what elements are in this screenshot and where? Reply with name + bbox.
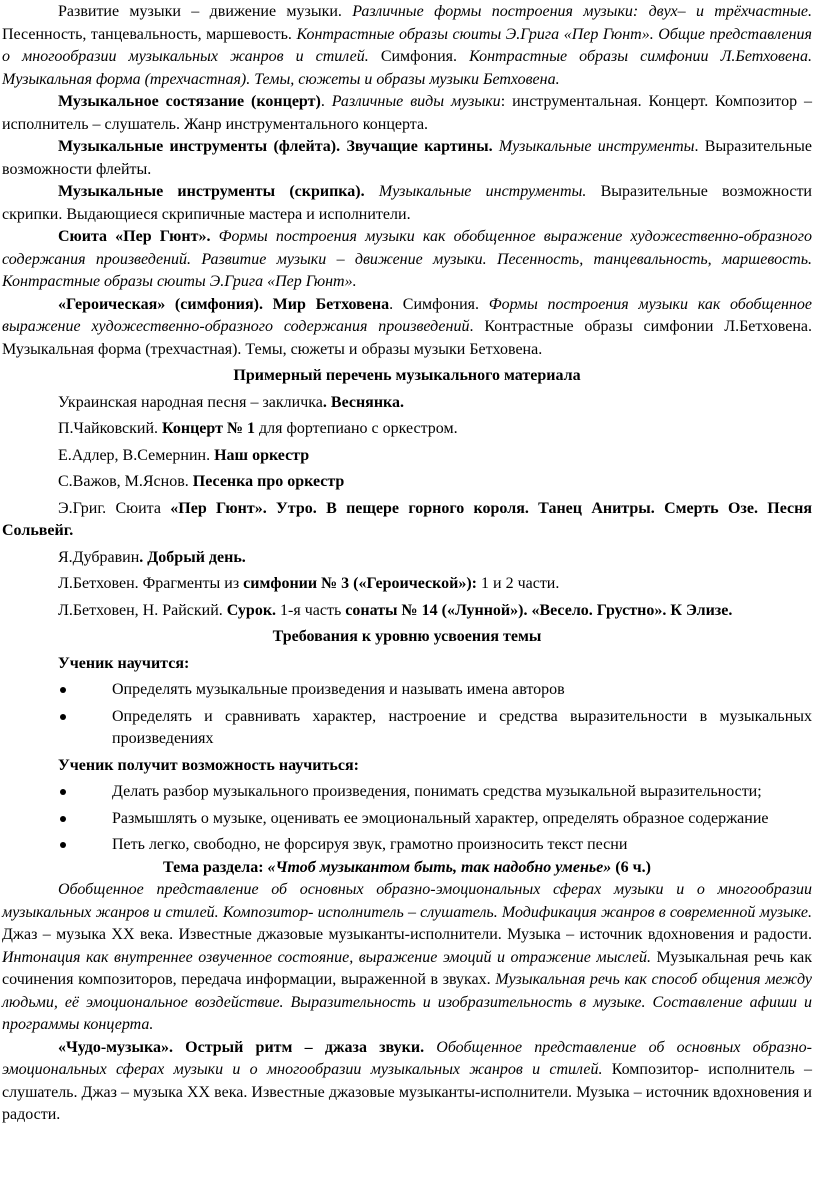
document-body (2, 1, 812, 1127)
bullet-item: Петь легко, свободно, не форсируя звук, грамотно произносить текст песни (2, 834, 812, 857)
music-item: П.Чайковский. Концерт № 1 для фортепиано с оркестром. (58, 420, 458, 437)
bullet-icon (2, 834, 112, 857)
bullet-item: Размышлять о музыке, оценивать ее эмоциональный характер, определять образное содержание (2, 808, 812, 831)
music-item: Э.Григ. Сюита «Пер Гюнт». Утро. В пещере горного короля. Танец Анитры. Смерть Озе. Песня Сольвейг. (2, 499, 812, 539)
bullet-item: Определять и сравнивать характер, настроение и средства выразительности в музыкальных произведениях (2, 706, 812, 751)
music-item: Я.Дубравин. Добрый день. (58, 548, 246, 566)
paragraph-music-development: Развитие музыки – движение музыки. Различные формы построения музыки: двух– и трёхчастные. Песенность, танцевальность, маршевость. Контрастные образы сюиты Э.Грига «Пер Гюнт». Общие представления о многообразии музыкальных жанров и стилей. Симфония. Контрастные образы симфонии Л.Бетховена. Музыкальная форма (трехчастная). Темы, сюжеты и образы музыки Бетховена. (2, 3, 812, 88)
bullet-item: Делать разбор музыкального произведения, понимать средства музыкальной выразительности; (2, 781, 812, 804)
bullet-item: Определять музыкальные произведения и называть имена авторов (2, 679, 812, 702)
heading-music-list: Примерный перечень музыкального материала (233, 367, 581, 384)
paragraph-flute: Музыкальные инструменты (флейта). Звучащие картины. Музыкальные инструменты. Выразительные возможности флейты. (2, 138, 812, 178)
music-item: Л.Бетховен, Н. Райский. Сурок. 1-я часть сонаты № 14 («Лунной»). «Весело. Грустно». К Элизе. (58, 601, 733, 619)
paragraph-section-overview: Обобщенное представление об основных образно-эмоциональных сферах музыки и о многообразии музыкальных жанров и стилей. Композитор- исполнитель – слушатель. Модификация жанров в современной музыке. Джаз – музыка XX века. Известные джазовые музыканты-исполнители. Музыка – источник вдохновения и радости. Интонация как внутреннее озвученное состояние, выражение эмоций и отражение мыслей. Музыкальная речь как сочинения композиторов, передача информации, выраженной в звуках. Музыкальная речь как способ общения между людьми, её эмоциональное воздействие. Выразительность и изобразительность в музыке. Составление афиши и программы концерта. (2, 881, 812, 1033)
section-title: Тема раздела: «Чтоб музыкантом быть, так надобно уменье» (6 ч.) (163, 858, 651, 876)
music-item: С.Важов, М.Яснов. Песенка про оркестр (58, 473, 345, 490)
bullet-icon (2, 781, 112, 804)
bullet-icon (2, 808, 112, 831)
paragraph-peer-gynt: Сюита «Пер Гюнт». Формы построения музыки как обобщенное выражение художественно-образного содержания произведений. Развитие музыки – движение музыки. Песенность, танцевальность, маршевость. Контрастные образы сюиты Э.Грига «Пер Гюнт». (2, 228, 813, 290)
paragraph-violin: Музыкальные инструменты (скрипка). Музыкальные инструменты. Выразительные возможности скрипки. Выдающиеся скрипичные мастера и исполнители. (2, 183, 812, 223)
paragraph-heroic-symphony: «Героическая» (симфония). Мир Бетховена. Симфония. Формы построения музыки как обобщенное выражение художественно-образного содержания произведений. Контрастные образы симфонии Л.Бетховена. Музыкальная форма (трехчастная). Темы, сюжеты и образы музыки Бетховена. (2, 295, 813, 358)
paragraph-concert: Музыкальное состязание (концерт). Различные виды музыки: инструментальная. Концерт. Композитор – исполнитель – слушатель. Жанр инструментального концерта. (2, 93, 813, 133)
bullet-icon (2, 679, 112, 702)
heading-requirements: Требования к уровню усвоения темы (272, 628, 542, 645)
paragraph-jazz: «Чудо-музыка». Острый ритм – джаза звуки. Обобщенное представление об основных образно-эмоциональных сферах музыки и о многообразии музыкальных жанров и стилей. Композитор- исполнитель – слушатель. Джаз – музыка XX века. Известные джазовые музыканты-исполнители. Музыка – источник вдохновения и радости. (2, 1038, 812, 1123)
heading-student-will-learn: Ученик научится: (58, 654, 190, 672)
bullet-icon (2, 706, 112, 729)
music-item: Е.Адлер, В.Семернин. Наш оркестр (58, 446, 310, 464)
music-item: Украинская народная песня – закличка. Веснянка. (58, 393, 405, 411)
music-item: Л.Бетховен. Фрагменты из симфонии № 3 («Героической»): 1 и 2 части. (58, 575, 560, 592)
heading-student-opportunity: Ученик получит возможность научиться: (58, 756, 359, 774)
